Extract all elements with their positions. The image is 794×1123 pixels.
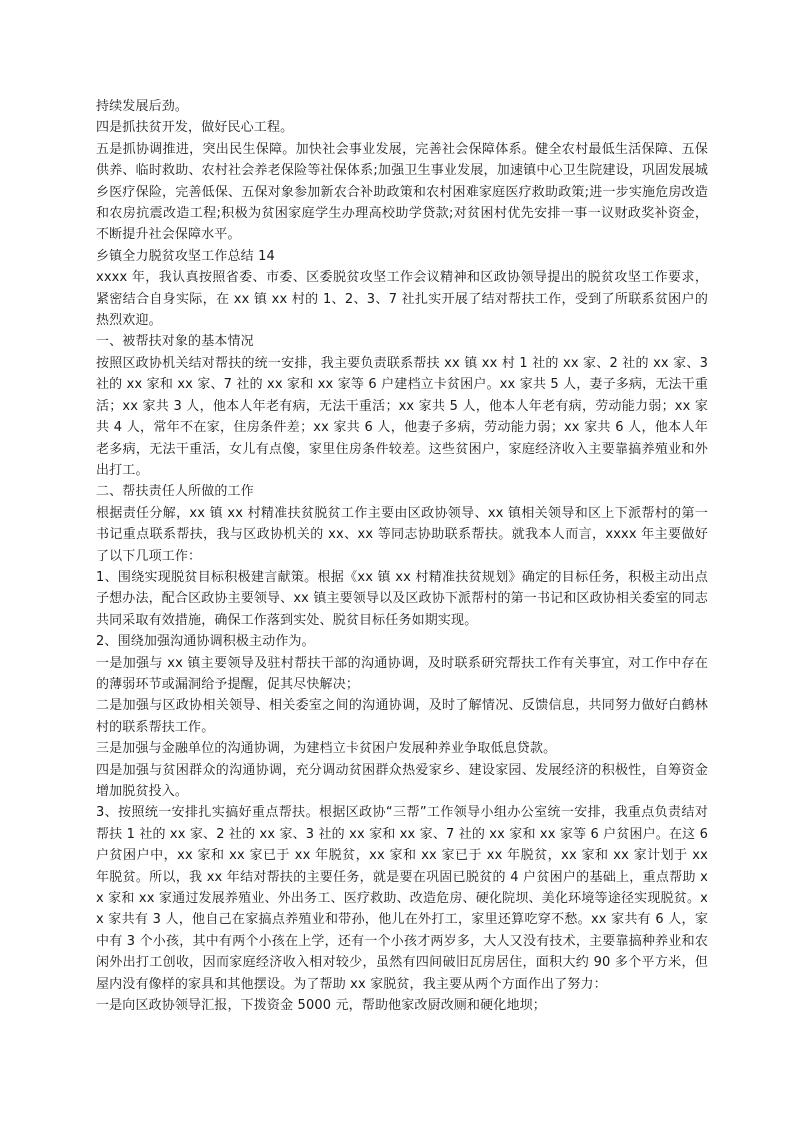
paragraph: 三是加强与金融单位的沟通协调，为建档立卡贫困户发展种养业争取低息贷款。 <box>96 741 557 757</box>
paragraph: 持续发展后劲。 <box>96 99 189 114</box>
paragraph: 2、围绕加强沟通协调积极主动作为。 <box>96 634 315 650</box>
paragraph: 按照区政协机关结对帮扶的统一安排，我主要负责联系帮扶 xx 镇 xx 村 1 社的 xx 家、2 社的 xx 家、3 社的 xx 家和 xx 家、7 社的 xx 家和 xx 家等 6 户建档立卡贫困户。xx 家共 5 人，妻子多病，无法干重活；xx 家共 3 人，他本人年老有病，无法干重活；xx 家共 5 人，他本人年老有病，劳动能力弱；xx 家共 4 人，常年不在家，住房条件差；xx 家共 6 人，他妻子多病，劳动能力弱；xx 家共 6 人，他本人年老多病，无法干重活，女儿有点傻，家里住房条件较差。这些贫困户，家庭经济收入主要靠搞养殖业和外出打工。 <box>96 355 708 478</box>
paragraph: 四是加强与贫困群众的沟通协调，充分调动贫困群众热爱家乡、建设家园、发展经济的积极性，自筹资金增加脱贫投入。 <box>96 762 708 799</box>
paragraph: 1、围绕实现脱贫目标积极建言献策。根据《xx 镇 xx 村精准扶贫规划》确定的目标任务，积极主动出点子想办法，配合区政协主要领导、xx 镇主要领导以及区政协下派帮村的第一书记和区政协相关委室的同志共同采取有效措施，确保工作落到实处、脱贫目标任务如期实现。 <box>96 569 708 628</box>
paragraph: 四是抓扶贫开发，做好民心工程。 <box>96 120 294 136</box>
paragraph: 二是加强与区政协相关领导、相关委室之间的沟通协调，及时了解情况、反馈信息，共同努力做好白鹤林村的联系帮扶工作。 <box>96 698 708 735</box>
paragraph: xxxx 年，我认真按照省委、市委、区委脱贫攻坚工作会议精神和区政协领导提出的脱贫攻坚工作要求，紧密结合自身实际，在 xx 镇 xx 村的 1、2、3、7 社扎实开展了结对帮扶工作，受到了所联系贫困户的热烈欢迎。 <box>96 270 708 329</box>
section-heading: 二、帮扶责任人所做的工作 <box>96 484 254 500</box>
section-title: 乡镇全力脱贫攻坚工作总结 14 <box>96 248 275 264</box>
paragraph: 五是抓协调推进，突出民生保障。加快社会事业发展，完善社会保障体系。健全农村最低生活保障、五保供养、临时救助、农村社会养老保险等社保体系;加强卫生事业发展，加速镇中心卫生院建设，巩固发展城乡医疗保险，完善低保、五保对象参加新农合补助政策和农村困难家庭医疗救助政策;进一步实施危房改造和农房抗震改造工程;积极为贫困家庭学生办理高校助学贷款;对贫困村优先安排一事一议财政奖补资金，不断提升社会保障水平。 <box>96 141 708 243</box>
paragraph: 一是加强与 xx 镇主要领导及驻村帮扶干部的沟通协调，及时联系研究帮扶工作有关事宜，对工作中存在的薄弱环节或漏洞给予提醒，促其尽快解决； <box>96 655 708 692</box>
paragraph: 一是向区政协领导汇报，下拨资金 5000 元，帮助他家改厨改厕和硬化地坝； <box>96 998 546 1014</box>
paragraph: 3、按照统一安排扎实搞好重点帮扶。根据区政协“三帮”工作领导小组办公室统一安排，我重点负责结对帮扶 1 社的 xx 家、2 社的 xx 家、3 社的 xx 家和 xx 家、7 社的 xx 家和 xx 家等 6 户贫困户。在这 6 户贫困户中，xx 家和 xx 家已于 xx 年脱贫，xx 家和 xx 家已于 xx 年脱贫，xx 家和 xx 家计划于 xx 年脱贫。所以，我 xx 年结对帮扶的主要任务，就是要在巩固已脱贫的 4 户贫困户的基础上，重点帮助 xx 家和 xx 家通过发展养殖业、外出务工、医疗救助、改造危房、硬化院坝、美化环境等途径实现脱贫。xx 家共有 3 人，他自己在家搞点养殖业和带孙，他儿在外打工，家里还算吃穿不愁。xx 家共有 6 人，家中有 3 个小孩，其中有两个小孩在上学，还有一个小孩才两岁多，大人又没有技术，主要靠搞种养业和农闲外出打工创收，因而家庭经济收入相对较少，虽然有四间破旧瓦房居住，面积大约 90 多个平方米，但屋内没有像样的家具和其他摆设。为了帮助 xx 家脱贫，我主要从两个方面作出了努力： <box>96 805 708 992</box>
section-heading: 一、被帮扶对象的基本情况 <box>96 334 254 350</box>
document-page <box>96 96 708 1016</box>
paragraph: 根据责任分解，xx 镇 xx 村精准扶贫脱贫工作主要由区政协领导、xx 镇相关领导和区上下派帮村的第一书记重点联系帮扶，我与区政协机关的 xx、xx 等同志协助联系帮扶。就我本人而言，xxxx 年主要做好了以下几项工作： <box>96 505 708 564</box>
